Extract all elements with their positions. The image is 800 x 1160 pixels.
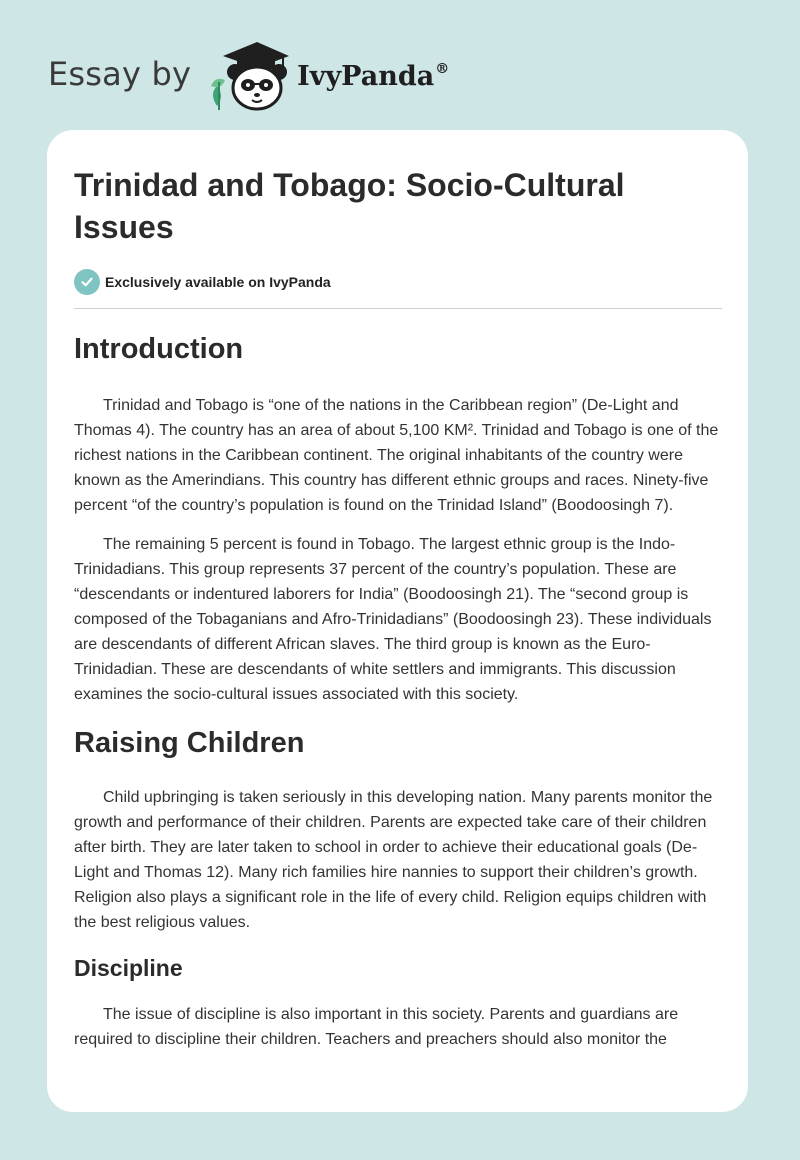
brand-name: IvyPanda® bbox=[297, 60, 450, 92]
check-circle-icon bbox=[74, 269, 100, 295]
exclusive-badge bbox=[74, 268, 722, 296]
section-heading-raising-children: Raising Children bbox=[74, 727, 305, 759]
paragraph: The issue of discipline is also important in this society. Parents and guardians are required to discipline their children. Teachers and preachers should also monitor the bbox=[74, 1006, 679, 1048]
paragraph: Trinidad and Tobago is “one of the nations in the Caribbean region” (De-Light and Thomas 4). The country has an area of about 5,100 KM². Trinidad and Tobago is one of the richest nations in the Caribbean continent. The original inhabitants of the country were known as the Amerindians. This country has different ethnic groups and races. Ninety-five percent “of the country’s population is found on the Trinidad Island” (Boodoosingh 7). bbox=[74, 397, 719, 514]
exclusive-badge-label: Exclusively available on IvyPanda bbox=[105, 274, 331, 290]
page-title: Trinidad and Tobago: Socio-Cultural Issues bbox=[74, 167, 625, 245]
paragraph: Child upbringing is taken seriously in this developing nation. Many parents monitor the growth and performance of their children. Parents are expected take care of their children after birth. They are later taken to school in order to achieve their educational goals (De-Light and Thomas 12). Many rich families hire nannies to support their children’s growth. Religion also plays a significant role in the life of every child. Religion equips children with the best religious values. bbox=[74, 789, 713, 931]
panda-mascot-icon bbox=[203, 36, 299, 112]
paragraph: The remaining 5 percent is found in Tobago. The largest ethnic group is the Indo-Trinidadians. This group represents 37 percent of the country’s population. These are “descendants or indentured laborers for India” (Boodoosingh 21). The “second group is composed of the Tobaganians and Afro-Trinidadians” (Boodoosingh 23). These individuals are descendants of different African slaves. The third group is known as the Euro-Trinidadian. These are descendants of white settlers and immigrants. This discussion examines the socio-cultural issues associated with this society. bbox=[74, 536, 712, 703]
section-heading-introduction: Introduction bbox=[74, 333, 244, 365]
essay-by-label: Essay by bbox=[48, 55, 192, 93]
title-divider bbox=[74, 308, 722, 309]
site-logo[interactable] bbox=[48, 36, 449, 112]
essay-card bbox=[47, 130, 748, 1112]
section-heading-discipline: Discipline bbox=[74, 955, 183, 981]
